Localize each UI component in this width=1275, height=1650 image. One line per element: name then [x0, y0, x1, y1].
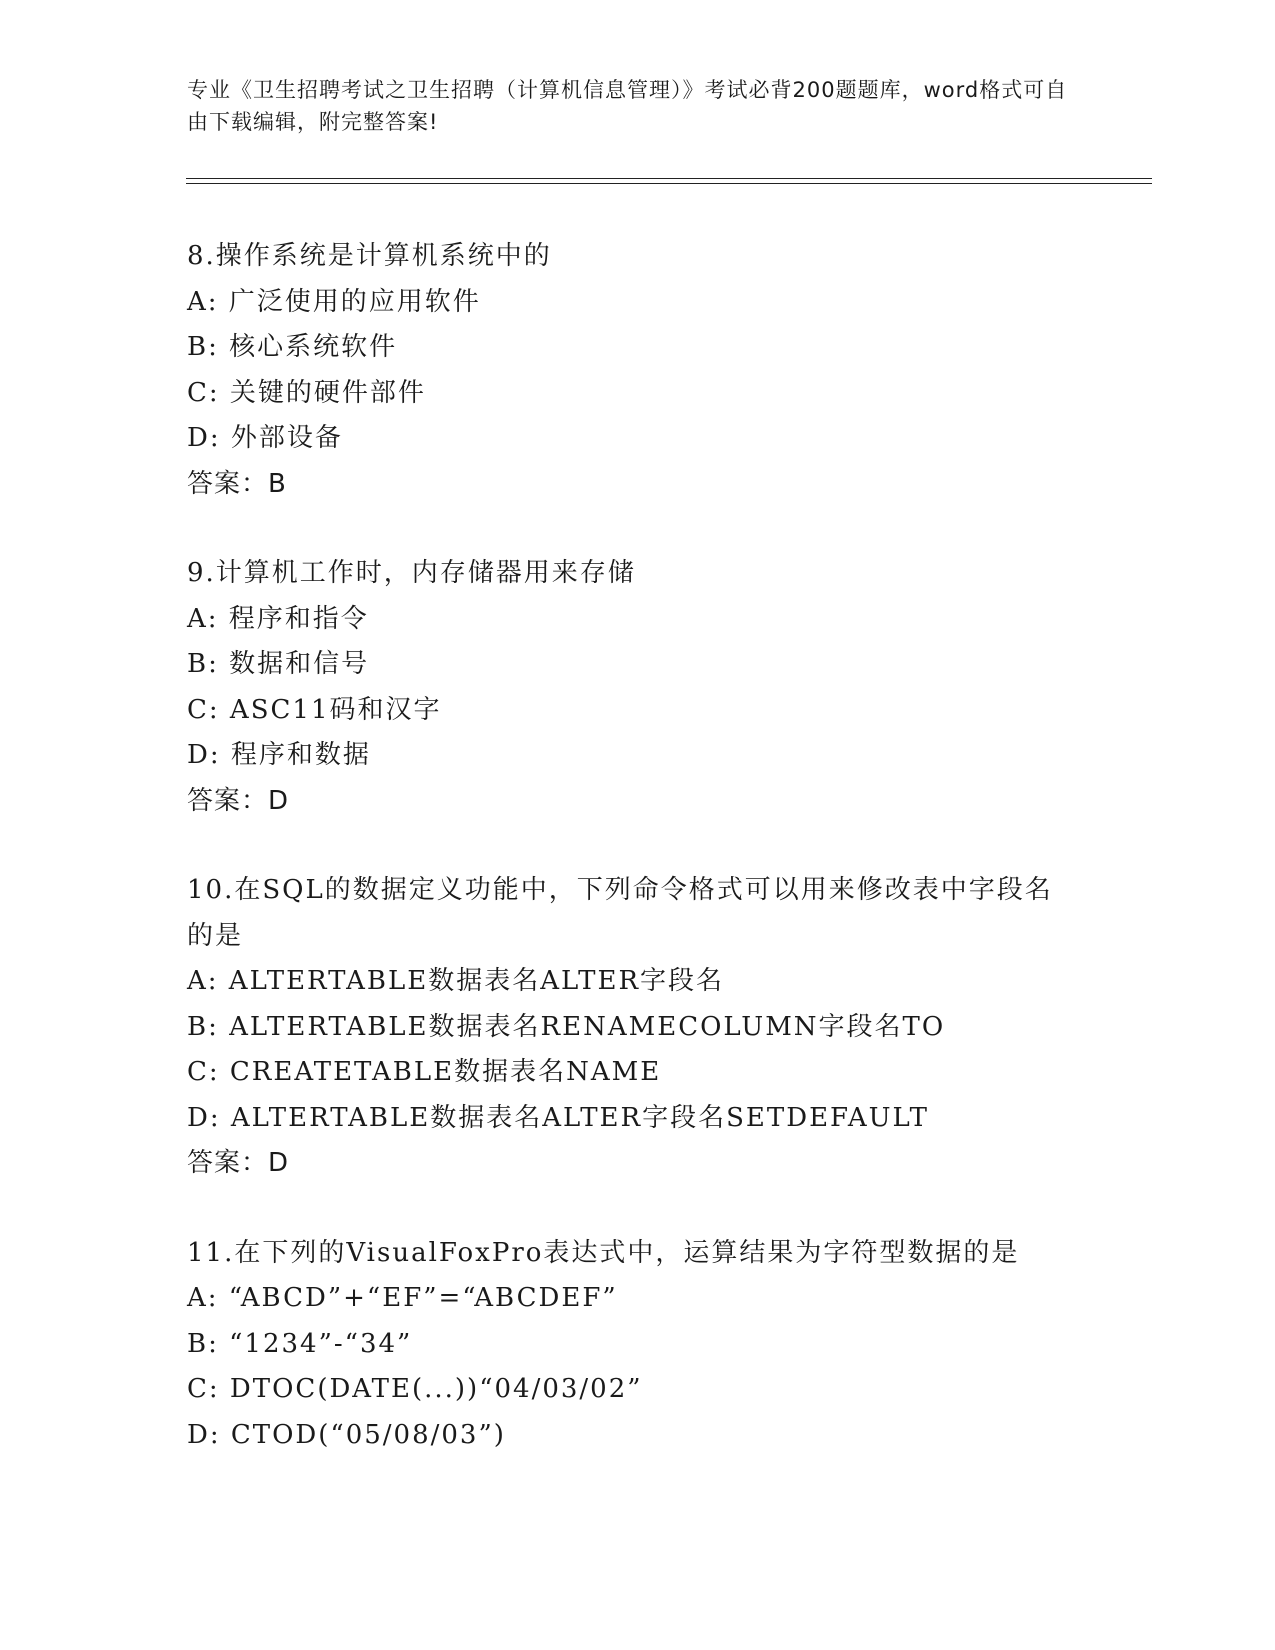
option-c: C: ASC11码和汉字	[187, 694, 442, 725]
question-stem: 11.在下列的VisualFoxPro表达式中，运算结果为字符型数据的是	[187, 1237, 1020, 1268]
option-c: C: CREATETABLE数据表名NAME	[187, 1057, 662, 1087]
question-9	[187, 551, 1087, 824]
option-a: A: 程序和指令	[187, 603, 369, 634]
option-b: B: ALTERTABLE数据表名RENAMECOLUMN字段名TO	[187, 1011, 946, 1042]
header-rule-bottom	[186, 183, 1152, 184]
option-b: B: 数据和信号	[187, 649, 370, 679]
document-header: 专业《卫生招聘考试之卫生招聘（计算机信息管理）》考试必背200题题库，word格式可自由下载编辑，附完整答案!	[187, 78, 1068, 134]
answer-line: 答案：D	[187, 1148, 290, 1178]
question-8	[187, 234, 1087, 507]
option-b: B: “1234”-“34”	[187, 1328, 413, 1359]
option-b: B: 核心系统软件	[187, 332, 398, 362]
option-d: D: 程序和数据	[187, 740, 371, 770]
option-d: D: 外部设备	[187, 423, 343, 453]
option-c: C: 关键的硬件部件	[187, 377, 426, 408]
header-rule-top	[186, 178, 1152, 179]
question-list	[187, 234, 1087, 1502]
option-a: A: 广泛使用的应用软件	[187, 286, 481, 317]
answer-line: 答案：B	[187, 468, 287, 499]
question-stem: 8.操作系统是计算机系统中的	[187, 241, 552, 271]
option-d: D: CTOD(“05/08/03”)	[187, 1419, 506, 1450]
question-stem: 10.在SQL的数据定义功能中，下列命令格式可以用来修改表中字段名的是	[187, 875, 1053, 951]
option-d: D: ALTERTABLE数据表名ALTER字段名SETDEFAULT	[187, 1102, 930, 1133]
option-a: A: “ABCD”+“EF”=“ABCDEF”	[187, 1283, 618, 1313]
option-c: C: DTOC(DATE(...))“04/03/02”	[187, 1374, 643, 1404]
question-stem: 9.计算机工作时，内存储器用来存储	[187, 558, 636, 588]
answer-line: 答案：D	[187, 785, 290, 816]
option-a: A: ALTERTABLE数据表名ALTER字段名	[187, 966, 725, 996]
question-11	[187, 1231, 1087, 1459]
question-10	[187, 868, 1087, 1187]
